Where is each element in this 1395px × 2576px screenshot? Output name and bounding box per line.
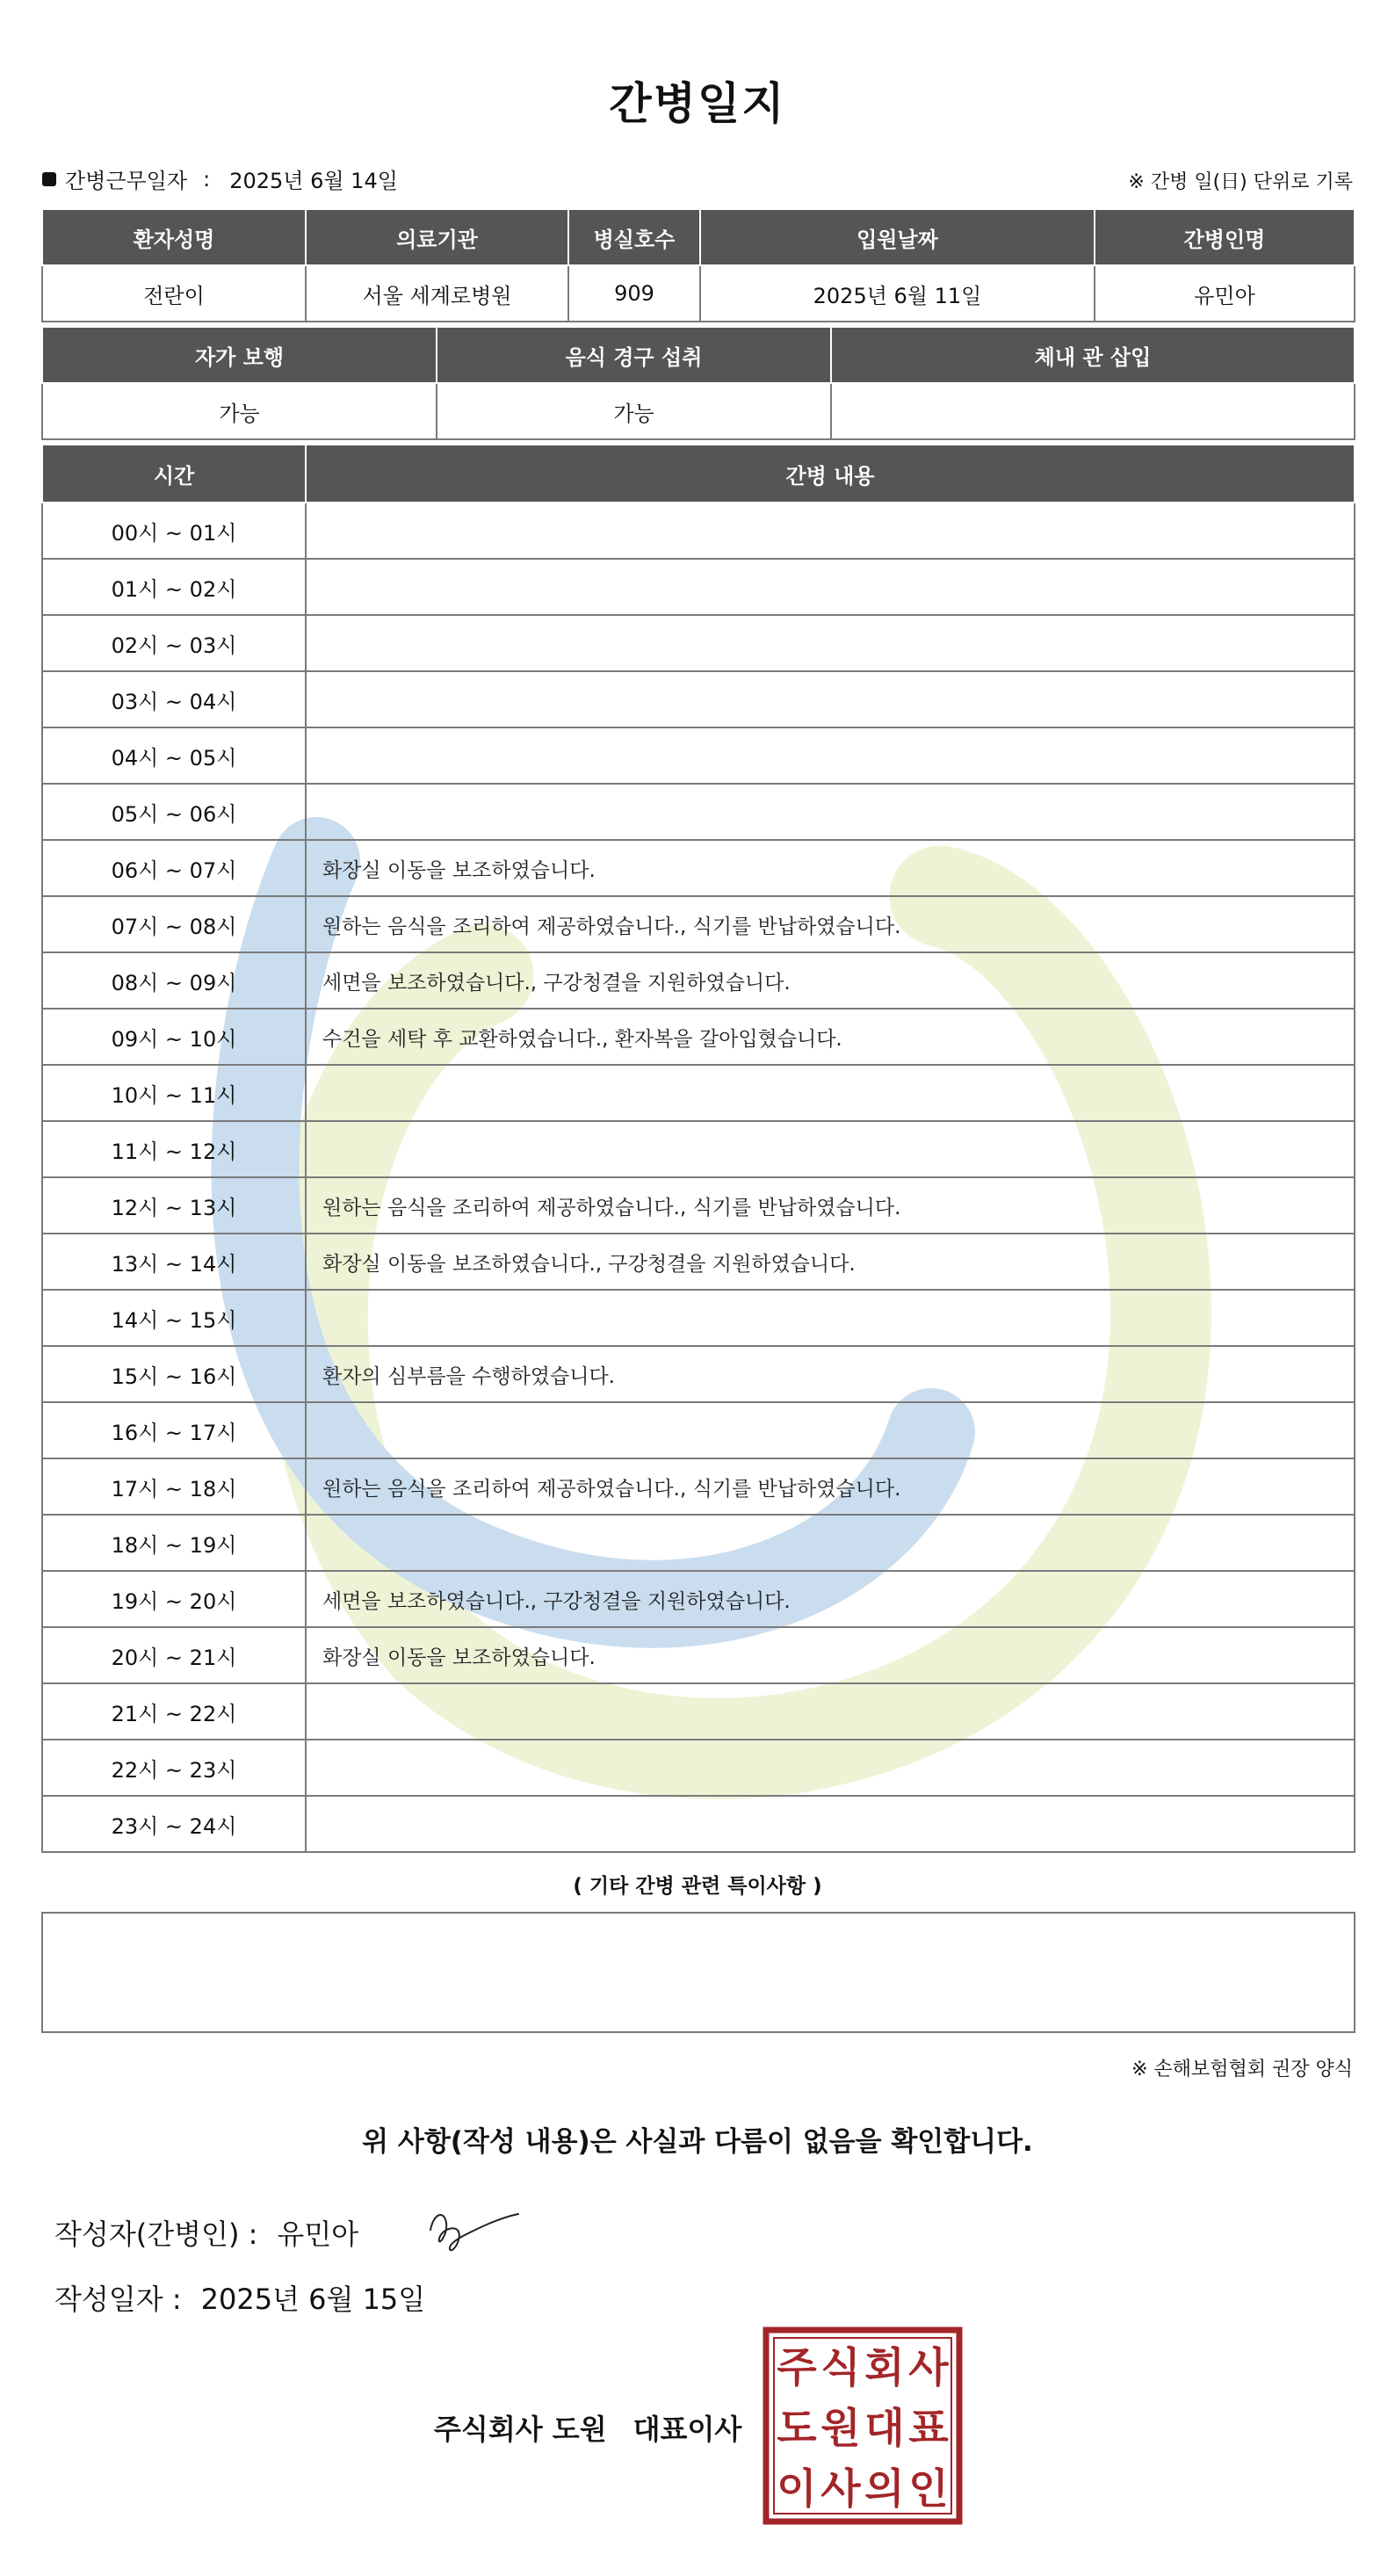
form-source-note: ※ 손해보험협회 권장 양식 (1131, 2059, 1353, 2080)
header-room: 병실호수 (568, 209, 700, 265)
log-content: 화장실 이동을 보조하였습니다. (306, 1627, 1355, 1683)
header-caregiver-name: 간병인명 (1095, 209, 1355, 265)
log-time: 20시 ~ 21시 (42, 1627, 306, 1683)
seal-character: 원 (820, 2405, 861, 2453)
company-title: 대표이사 (632, 2413, 742, 2446)
patient-info-table (41, 208, 1355, 322)
log-content: 수건을 세탁 후 교환하였습니다., 환자복을 갈아입혔습니다. (306, 1009, 1355, 1065)
log-time: 03시 ~ 04시 (42, 671, 306, 727)
seal-character: 표 (908, 2405, 949, 2453)
oral-intake-status: 가능 (437, 383, 831, 439)
log-time: 21시 ~ 22시 (42, 1683, 306, 1740)
header-walking: 자가 보행 (42, 327, 437, 383)
record-note: ※ 간병 일(日) 단위로 기록 (1128, 171, 1353, 193)
seal-character: 도 (777, 2405, 817, 2453)
seal-character: 인 (908, 2465, 949, 2514)
special-notes-box (41, 1912, 1355, 2033)
header-care-content: 간병 내용 (306, 445, 1355, 503)
log-content (306, 784, 1355, 840)
writer-label: 작성자(간병인) : (54, 2218, 258, 2251)
written-date-value: 2025년 6월 15일 (200, 2283, 426, 2316)
log-time: 04시 ~ 05시 (42, 727, 306, 784)
log-time: 18시 ~ 19시 (42, 1515, 306, 1571)
log-row (42, 1740, 1355, 1796)
patient-name: 전란이 (42, 265, 306, 322)
log-time: 23시 ~ 24시 (42, 1796, 306, 1852)
company-seal-stamp (763, 2326, 963, 2525)
log-time: 07시 ~ 08시 (42, 896, 306, 952)
bullet-square-icon (42, 172, 56, 186)
seal-character: 회 (864, 2344, 905, 2392)
log-content (306, 559, 1355, 615)
log-row (42, 840, 1355, 896)
log-content (306, 727, 1355, 784)
seal-character: 이 (777, 2465, 817, 2514)
log-row (42, 1402, 1355, 1458)
log-time: 19시 ~ 20시 (42, 1571, 306, 1627)
work-date-colon: : (203, 166, 211, 192)
header-tube-insertion: 체내 관 삽입 (831, 327, 1355, 383)
log-time: 14시 ~ 15시 (42, 1290, 306, 1346)
caregiver-name: 유민아 (1095, 265, 1355, 322)
care-log-body (42, 503, 1355, 1852)
log-row (42, 1796, 1355, 1852)
tube-insertion-status (831, 383, 1355, 439)
patient-info-value-row (42, 265, 1355, 322)
seal-character: 식 (820, 2344, 861, 2392)
seal-character: 의 (864, 2465, 905, 2514)
log-content (306, 615, 1355, 671)
seal-character: 대 (864, 2405, 905, 2453)
patient-info-header-row (42, 209, 1355, 265)
log-row (42, 1234, 1355, 1290)
log-row (42, 896, 1355, 952)
log-row (42, 1346, 1355, 1402)
log-row (42, 503, 1355, 559)
log-time: 13시 ~ 14시 (42, 1234, 306, 1290)
log-row (42, 1065, 1355, 1121)
work-date-value: 2025년 6월 14일 (229, 169, 398, 193)
log-time: 08시 ~ 09시 (42, 952, 306, 1009)
log-content: 세면을 보조하였습니다., 구강청결을 지원하였습니다. (306, 1571, 1355, 1627)
log-row (42, 1177, 1355, 1234)
company-signature-line (434, 2407, 741, 2448)
log-content (306, 1515, 1355, 1571)
status-value-row (42, 383, 1355, 439)
company-name: 주식회사 도원 (434, 2413, 607, 2446)
log-row (42, 1627, 1355, 1683)
log-content (306, 671, 1355, 727)
log-time: 22시 ~ 23시 (42, 1740, 306, 1796)
patient-status-table (41, 326, 1355, 440)
written-date-line (54, 2277, 425, 2318)
log-time: 05시 ~ 06시 (42, 784, 306, 840)
log-content (306, 1740, 1355, 1796)
log-content (306, 1796, 1355, 1852)
confirmation-statement: 위 사항(작성 내용)은 사실과 다름이 없음을 확인합니다. (362, 2126, 1033, 2158)
log-time: 10시 ~ 11시 (42, 1065, 306, 1121)
seal-character: 사 (820, 2465, 861, 2514)
work-date (42, 163, 398, 194)
log-row (42, 671, 1355, 727)
header-patient-name: 환자성명 (42, 209, 306, 265)
log-content: 원하는 음식을 조리하여 제공하였습니다., 식기를 반납하였습니다. (306, 1177, 1355, 1234)
special-notes-title: ( 기타 간병 관련 특이사항 ) (573, 1875, 822, 1898)
log-row (42, 1683, 1355, 1740)
writer-line (54, 2212, 358, 2253)
log-time: 12시 ~ 13시 (42, 1177, 306, 1234)
log-time: 00시 ~ 01시 (42, 503, 306, 559)
log-row (42, 1009, 1355, 1065)
writer-name: 유민아 (277, 2218, 359, 2251)
signature-image (425, 2203, 522, 2258)
log-content: 화장실 이동을 보조하였습니다., 구강청결을 지원하였습니다. (306, 1234, 1355, 1290)
log-content: 화장실 이동을 보조하였습니다. (306, 840, 1355, 896)
page-title: 간병일지 (609, 78, 786, 129)
log-time: 15시 ~ 16시 (42, 1346, 306, 1402)
log-content: 환자의 심부름을 수행하였습니다. (306, 1346, 1355, 1402)
log-time: 09시 ~ 10시 (42, 1009, 306, 1065)
log-row (42, 1571, 1355, 1627)
written-date-label: 작성일자 : (54, 2283, 182, 2316)
log-row (42, 559, 1355, 615)
log-content (306, 1290, 1355, 1346)
log-time: 02시 ~ 03시 (42, 615, 306, 671)
hospital-name: 서울 세계로병원 (306, 265, 568, 322)
log-content: 세면을 보조하였습니다., 구강청결을 지원하였습니다. (306, 952, 1355, 1009)
care-log-header-row (42, 445, 1355, 503)
header-admission-date: 입원날짜 (700, 209, 1095, 265)
log-content (306, 1065, 1355, 1121)
seal-character: 주 (777, 2344, 817, 2392)
admission-date: 2025년 6월 11일 (700, 265, 1095, 322)
log-time: 06시 ~ 07시 (42, 840, 306, 896)
work-date-label: 간병근무일자 (65, 169, 188, 193)
log-content (306, 1121, 1355, 1177)
log-row (42, 952, 1355, 1009)
header-time: 시간 (42, 445, 306, 503)
log-row (42, 615, 1355, 671)
log-row (42, 1290, 1355, 1346)
walking-status: 가능 (42, 383, 437, 439)
header-oral-intake: 음식 경구 섭취 (437, 327, 831, 383)
log-content: 원하는 음식을 조리하여 제공하였습니다., 식기를 반납하였습니다. (306, 1458, 1355, 1515)
log-time: 11시 ~ 12시 (42, 1121, 306, 1177)
header-hospital: 의료기관 (306, 209, 568, 265)
log-row (42, 1121, 1355, 1177)
log-time: 16시 ~ 17시 (42, 1402, 306, 1458)
log-time: 01시 ~ 02시 (42, 559, 306, 615)
log-content (306, 1683, 1355, 1740)
log-row (42, 1515, 1355, 1571)
status-header-row (42, 327, 1355, 383)
log-content (306, 1402, 1355, 1458)
log-row (42, 727, 1355, 784)
log-row (42, 784, 1355, 840)
log-row (42, 1458, 1355, 1515)
room-number: 909 (568, 265, 700, 322)
log-content (306, 503, 1355, 559)
log-content: 원하는 음식을 조리하여 제공하였습니다., 식기를 반납하였습니다. (306, 896, 1355, 952)
seal-character: 사 (908, 2344, 949, 2392)
care-log-table (41, 444, 1355, 1853)
log-time: 17시 ~ 18시 (42, 1458, 306, 1515)
